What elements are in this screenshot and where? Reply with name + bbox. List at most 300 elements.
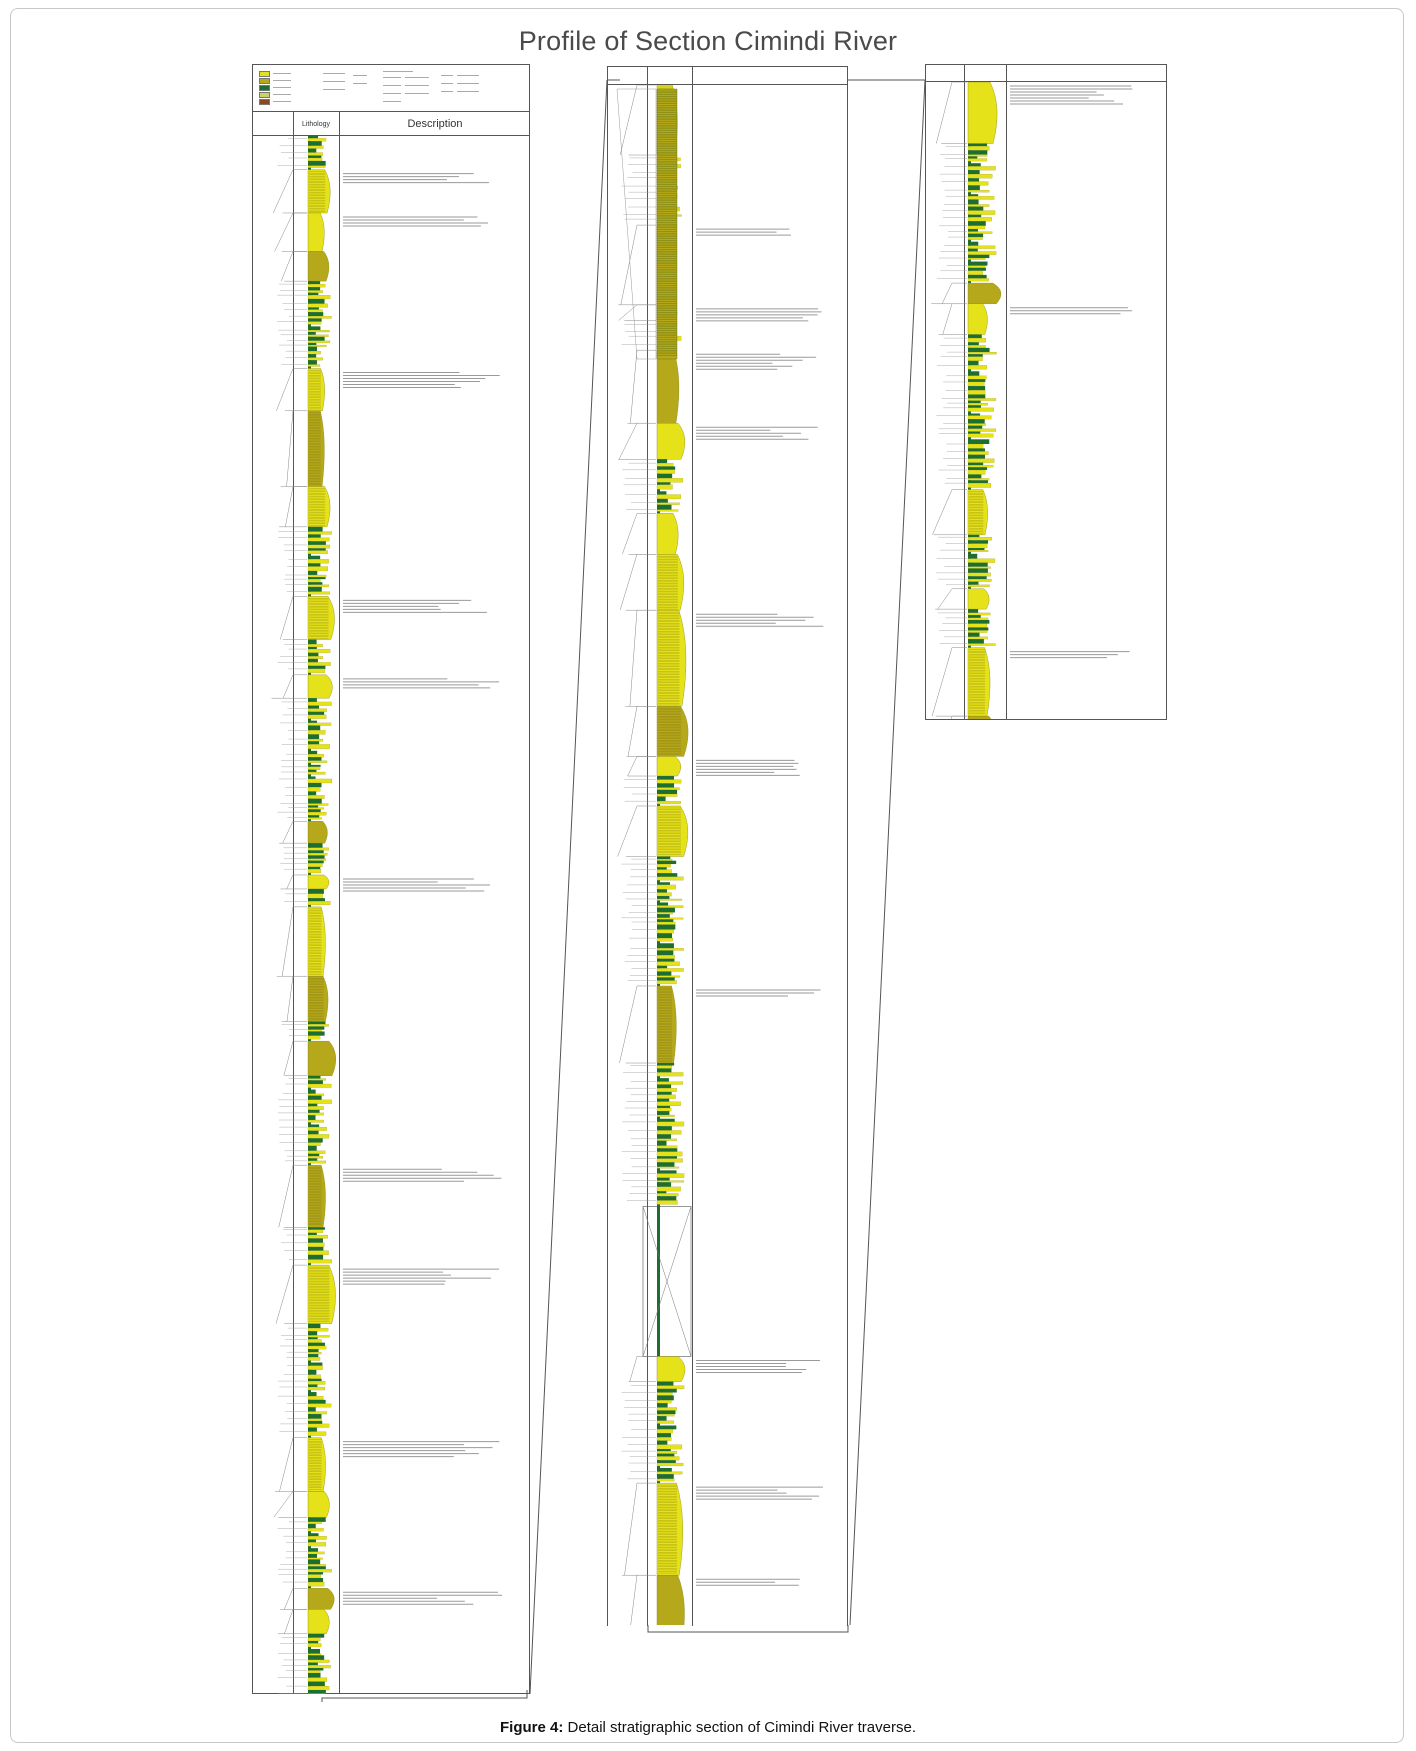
sandstone-bed bbox=[657, 1187, 681, 1191]
sandstone-bed bbox=[968, 258, 985, 260]
sandstone-bed bbox=[308, 1024, 329, 1026]
claystone-bed bbox=[968, 207, 983, 211]
caption-text: Detail stratigraphic section of Cimindi River traverse. bbox=[563, 1719, 916, 1736]
claystone-bed bbox=[308, 843, 323, 848]
sandstone-bed bbox=[968, 304, 987, 335]
claystone-bed bbox=[968, 268, 986, 271]
claystone-bed bbox=[968, 234, 983, 237]
claystone-bed bbox=[308, 1138, 323, 1142]
sandstone-bed bbox=[308, 1151, 325, 1154]
claystone-bed bbox=[657, 1433, 671, 1437]
claystone-bed bbox=[657, 1460, 676, 1463]
claystone-bed bbox=[657, 977, 675, 980]
sandstone-bed bbox=[308, 669, 325, 673]
sandstone-bed bbox=[308, 559, 329, 563]
sandstone-bed bbox=[308, 1366, 323, 1370]
sandstone-bed bbox=[308, 1686, 329, 1690]
claystone-bed bbox=[308, 563, 320, 566]
claystone-bed bbox=[657, 925, 675, 930]
sandstone-bed bbox=[657, 885, 676, 889]
claystone-bed bbox=[308, 1370, 316, 1375]
claystone-bed bbox=[657, 873, 677, 877]
sandstone-bed bbox=[968, 211, 995, 215]
sandstone-bed bbox=[308, 1079, 326, 1081]
claystone-bed bbox=[657, 857, 670, 860]
sandstone-bed bbox=[308, 894, 323, 898]
claystone-bed bbox=[657, 790, 677, 794]
claystone-bed bbox=[308, 1124, 319, 1127]
sandstone-bed bbox=[308, 251, 329, 281]
sandstone-bed bbox=[308, 575, 326, 577]
sandstone-bed bbox=[308, 859, 326, 861]
sandstone-bed bbox=[657, 706, 688, 756]
sandstone-bed bbox=[308, 730, 325, 734]
sandstone-bed bbox=[657, 1174, 684, 1178]
sandstone-bed bbox=[968, 537, 992, 540]
sandstone-bed bbox=[657, 1066, 672, 1069]
claystone-bed bbox=[968, 379, 985, 382]
legend-swatch-mudstone bbox=[259, 92, 270, 98]
sandstone-bed bbox=[308, 1660, 329, 1663]
sandstone-bed bbox=[657, 1429, 673, 1433]
claystone-bed bbox=[968, 215, 981, 218]
sandstone-bed bbox=[308, 644, 323, 647]
sandstone-bed bbox=[308, 1654, 321, 1656]
sandstone-bed bbox=[308, 848, 329, 851]
claystone-bed bbox=[308, 1548, 318, 1552]
claystone-bed bbox=[308, 1668, 323, 1670]
sandstone-bed bbox=[657, 794, 677, 797]
claystone-bed bbox=[968, 480, 988, 483]
claystone-bed bbox=[657, 1126, 672, 1130]
sandstone-bed bbox=[657, 1472, 682, 1474]
sandstone-bed bbox=[308, 1387, 325, 1390]
claystone-bed bbox=[308, 712, 324, 715]
sandstone-bed bbox=[968, 544, 987, 548]
claystone-bed bbox=[968, 419, 985, 423]
sandstone-bed bbox=[968, 251, 996, 254]
sandstone-bed bbox=[308, 649, 330, 653]
sandstone-bed bbox=[308, 1558, 323, 1560]
sandstone-bed bbox=[308, 761, 327, 763]
sandstone-bed bbox=[308, 1230, 323, 1233]
claystone-bed bbox=[657, 797, 666, 802]
claystone-bed bbox=[657, 1119, 675, 1122]
sandstone-bed bbox=[308, 1165, 326, 1227]
claystone-bed bbox=[968, 615, 981, 618]
sandstone-bed bbox=[968, 271, 983, 275]
claystone-bed bbox=[657, 1410, 675, 1414]
sandstone-bed bbox=[657, 1072, 683, 1076]
claystone-bed bbox=[308, 1414, 321, 1419]
sandstone-bed bbox=[657, 1181, 684, 1183]
sandstone-bed bbox=[308, 365, 320, 367]
claystone-bed bbox=[308, 1379, 322, 1381]
claystone-bed bbox=[308, 1158, 317, 1160]
claystone-bed bbox=[308, 347, 317, 352]
claystone-bed bbox=[308, 1349, 319, 1352]
sandstone-bed bbox=[308, 739, 323, 741]
sandstone-bed bbox=[308, 1156, 323, 1158]
sandstone-bed bbox=[308, 486, 330, 526]
sandstone-bed bbox=[968, 423, 986, 425]
sandstone-bed bbox=[657, 1483, 683, 1575]
sandstone-bed bbox=[308, 358, 323, 361]
claystone-bed bbox=[657, 1084, 671, 1088]
sandstone-bed bbox=[968, 451, 988, 454]
sandstone-bed bbox=[657, 510, 678, 512]
sandstone-bed bbox=[968, 559, 995, 563]
sandstone-bed bbox=[657, 1463, 683, 1466]
claystone-bed bbox=[308, 343, 316, 345]
claystone-bed bbox=[657, 908, 675, 913]
claystone-bed bbox=[968, 170, 980, 174]
sandstone-bed bbox=[308, 170, 330, 213]
claystone-bed bbox=[657, 1382, 673, 1386]
sandstone-bed bbox=[308, 1375, 321, 1379]
claystone-bed bbox=[968, 401, 981, 403]
sandstone-bed bbox=[657, 1130, 681, 1134]
sandstone-bed bbox=[968, 637, 988, 639]
sandstone-bed bbox=[657, 1152, 682, 1156]
sandstone-bed bbox=[308, 1143, 321, 1146]
sandstone-bed bbox=[308, 787, 320, 791]
claystone-bed bbox=[968, 395, 985, 399]
sandstone-bed bbox=[968, 567, 991, 569]
claystone-bed bbox=[308, 1554, 317, 1558]
sandstone-bed bbox=[657, 864, 671, 867]
claystone-bed bbox=[308, 1363, 322, 1366]
claystone-bed bbox=[968, 568, 988, 572]
sandstone-bed bbox=[308, 853, 327, 855]
claystone-bed bbox=[308, 307, 319, 309]
claystone-bed bbox=[657, 1134, 671, 1139]
sandstone-bed bbox=[308, 1665, 331, 1668]
sandstone-bed bbox=[308, 1251, 329, 1255]
legend-swatch-sandstone bbox=[259, 71, 270, 77]
sandstone-bed bbox=[308, 675, 332, 698]
sandstone-bed bbox=[968, 352, 997, 354]
claystone-bed bbox=[308, 582, 322, 585]
sandstone-bed bbox=[308, 1404, 331, 1408]
claystone-bed bbox=[308, 571, 317, 575]
sandstone-bed bbox=[968, 382, 984, 386]
sandstone-bed bbox=[308, 907, 325, 976]
laminated-sandstone-unit bbox=[657, 89, 677, 359]
claystone-bed bbox=[308, 734, 319, 739]
claystone-bed bbox=[968, 178, 979, 181]
claystone-bed bbox=[657, 783, 674, 787]
sandstone-bed bbox=[308, 566, 328, 570]
sandstone-bed bbox=[968, 613, 990, 615]
sandstone-bed bbox=[657, 1575, 685, 1625]
sandstone-bed bbox=[308, 213, 324, 252]
sandstone-bed bbox=[308, 804, 328, 806]
claystone-bed bbox=[657, 1162, 674, 1167]
claystone-bed bbox=[308, 1331, 317, 1335]
claystone-bed bbox=[968, 627, 988, 630]
sandstone-bed bbox=[968, 429, 996, 432]
sandstone-bed bbox=[308, 1106, 324, 1110]
sandstone-bed bbox=[968, 174, 992, 178]
sandstone-bed bbox=[657, 350, 679, 423]
claystone-bed bbox=[968, 448, 985, 451]
sandstone-bed bbox=[308, 1084, 331, 1088]
claystone-bed bbox=[308, 653, 318, 657]
sandstone-bed bbox=[657, 1445, 682, 1449]
claystone-bed bbox=[657, 861, 676, 864]
claystone-bed bbox=[968, 474, 981, 478]
lithology-column-1 bbox=[253, 136, 339, 1694]
claystone-bed bbox=[308, 1115, 316, 1120]
sandstone-bed bbox=[308, 1670, 320, 1673]
sandstone-bed bbox=[968, 416, 991, 420]
claystone-bed bbox=[657, 966, 667, 969]
claystone-bed bbox=[657, 1182, 671, 1187]
sandstone-bed bbox=[308, 138, 326, 141]
sandstone-bed bbox=[308, 1235, 328, 1238]
claystone-bed bbox=[968, 386, 985, 390]
claystone-bed bbox=[657, 466, 675, 469]
sandstone-bed bbox=[657, 918, 683, 920]
claystone-bed bbox=[657, 943, 674, 948]
claystone-bed bbox=[308, 706, 319, 709]
claystone-bed bbox=[968, 463, 983, 466]
claystone-bed bbox=[657, 972, 671, 976]
sandstone-bed bbox=[308, 1352, 321, 1354]
claystone-bed bbox=[657, 889, 667, 892]
sandstone-bed bbox=[308, 1328, 328, 1331]
claystone-bed bbox=[968, 185, 980, 190]
claystone-bed bbox=[308, 337, 325, 341]
sandstone-bed bbox=[308, 875, 329, 889]
claystone-bed bbox=[968, 335, 982, 339]
claystone-bed bbox=[308, 1634, 324, 1638]
claystone-bed bbox=[657, 459, 667, 463]
sandstone-bed bbox=[657, 1102, 681, 1106]
sandstone-bed bbox=[657, 788, 680, 790]
claystone-bed bbox=[657, 1468, 672, 1472]
claystone-bed bbox=[657, 482, 670, 484]
sandstone-bed bbox=[657, 1159, 683, 1163]
claystone-bed bbox=[308, 1324, 320, 1328]
sandstone-bed bbox=[308, 715, 326, 719]
sandstone-bed bbox=[657, 1139, 677, 1141]
claystone-bed bbox=[308, 1247, 323, 1251]
sandstone-bed bbox=[968, 398, 996, 400]
sandstone-bed bbox=[657, 981, 677, 984]
sandstone-bed bbox=[308, 1259, 332, 1263]
sandstone-bed bbox=[657, 1386, 684, 1389]
sandstone-bed bbox=[657, 470, 675, 474]
sandstone-bed bbox=[968, 204, 989, 206]
claystone-bed bbox=[657, 882, 670, 885]
claystone-bed bbox=[308, 1131, 319, 1135]
sandstone-bed bbox=[308, 1094, 324, 1096]
sandstone-bed bbox=[968, 376, 986, 379]
sandstone-bed bbox=[657, 870, 672, 874]
claystone-bed bbox=[308, 1559, 320, 1564]
claystone-bed bbox=[308, 815, 319, 817]
claystone-bed bbox=[308, 312, 323, 316]
claystone-bed bbox=[657, 505, 671, 510]
claystone-bed bbox=[308, 855, 325, 858]
sandstone-bed bbox=[968, 237, 983, 240]
sandstone-bed bbox=[308, 1243, 324, 1247]
sandstone-bed bbox=[308, 709, 327, 712]
sandstone-bed bbox=[968, 182, 988, 186]
claystone-bed bbox=[308, 541, 326, 545]
claystone-bed bbox=[968, 242, 978, 246]
sandstone-bed bbox=[968, 550, 988, 552]
sandstone-bed bbox=[657, 806, 688, 857]
claystone-bed bbox=[308, 1572, 323, 1574]
sandstone-bed bbox=[657, 1193, 678, 1196]
sandstone-bed bbox=[308, 754, 324, 757]
claystone-bed bbox=[657, 1078, 669, 1081]
claystone-bed bbox=[308, 1540, 316, 1543]
claystone-bed bbox=[308, 1524, 316, 1528]
claystone-bed bbox=[968, 582, 979, 585]
claystone-bed bbox=[657, 1449, 671, 1451]
sandstone-bed bbox=[657, 780, 681, 784]
claystone-bed bbox=[308, 1080, 323, 1084]
sandstone-bed bbox=[968, 345, 986, 348]
claystone-bed bbox=[968, 348, 990, 352]
claystone-bed bbox=[308, 1649, 320, 1654]
claystone-bed bbox=[308, 1421, 322, 1424]
sandstone-bed bbox=[657, 495, 681, 499]
sandstone-bed bbox=[308, 1552, 324, 1554]
sandstone-bed bbox=[308, 1036, 320, 1039]
claystone-bed bbox=[968, 255, 989, 258]
sandstone-bed bbox=[657, 962, 680, 966]
claystone-bed bbox=[308, 360, 317, 364]
sandstone-bed bbox=[657, 912, 673, 914]
sandstone-bed bbox=[308, 772, 325, 774]
sandstone-bed bbox=[657, 1393, 672, 1396]
claystone-bed bbox=[308, 698, 317, 702]
sandstone-bed bbox=[308, 1127, 327, 1131]
header-scale bbox=[255, 115, 291, 121]
sandstone-bed bbox=[657, 1108, 671, 1111]
sandstone-bed bbox=[657, 478, 683, 482]
sandstone-bed bbox=[657, 1479, 674, 1481]
claystone-bed bbox=[968, 439, 989, 444]
claystone-bed bbox=[308, 281, 320, 284]
sandstone-bed bbox=[968, 159, 987, 162]
claystone-bed bbox=[968, 467, 987, 470]
claystone-bed bbox=[968, 432, 980, 434]
sandstone-bed bbox=[968, 338, 986, 342]
claystone-bed bbox=[308, 556, 320, 560]
sandstone-bed bbox=[308, 821, 327, 843]
claystone-bed bbox=[308, 666, 325, 669]
claystone-bed bbox=[657, 1156, 677, 1158]
claystone-bed bbox=[308, 1533, 319, 1536]
sandstone-bed bbox=[308, 1134, 329, 1138]
sandstone-bed bbox=[308, 579, 320, 582]
claystone-bed bbox=[308, 1227, 325, 1229]
claystone-bed bbox=[308, 640, 317, 645]
sandstone-bed bbox=[308, 284, 325, 287]
sandstone-bed bbox=[657, 1122, 684, 1126]
claystone-bed bbox=[308, 1154, 319, 1156]
sandstone-bed bbox=[968, 630, 987, 632]
sandstone-bed bbox=[308, 1588, 334, 1609]
claystone-bed bbox=[308, 647, 317, 649]
sandstone-bed bbox=[657, 1167, 679, 1169]
claystone-bed bbox=[308, 1026, 324, 1029]
sandstone-bed bbox=[657, 485, 673, 489]
sandstone-bed bbox=[657, 1115, 675, 1117]
claystone-bed bbox=[308, 659, 318, 662]
sandstone-bed bbox=[308, 901, 330, 905]
sandstone-bed bbox=[968, 155, 987, 157]
claystone-bed bbox=[968, 200, 979, 205]
claystone-bed bbox=[308, 741, 319, 744]
claystone-bed bbox=[308, 1641, 318, 1643]
claystone-bed bbox=[657, 491, 666, 494]
claystone-bed bbox=[308, 136, 318, 138]
claystone-bed bbox=[308, 805, 318, 807]
sandstone-bed bbox=[308, 351, 321, 354]
caption-label: Figure 4: bbox=[500, 1719, 564, 1736]
sandstone-bed bbox=[968, 573, 991, 576]
sandstone-bed bbox=[308, 1424, 329, 1428]
claystone-bed bbox=[657, 1441, 667, 1445]
sandstone-bed bbox=[308, 808, 324, 810]
claystone-bed bbox=[308, 577, 326, 579]
sandstone-bed bbox=[657, 1421, 674, 1424]
sandstone-bed bbox=[968, 624, 987, 628]
claystone-bed bbox=[968, 163, 981, 166]
claystone-bed bbox=[308, 1022, 325, 1025]
sandstone-bed bbox=[308, 1643, 321, 1647]
claystone-bed bbox=[657, 499, 668, 503]
sandstone-bed bbox=[308, 1678, 327, 1682]
claystone-bed bbox=[308, 141, 322, 146]
sandstone-bed bbox=[308, 304, 328, 308]
sandstone-bed bbox=[657, 1451, 677, 1454]
claystone-bed bbox=[657, 1454, 674, 1457]
section-panel-3 bbox=[925, 64, 1167, 720]
sandstone-bed bbox=[968, 585, 990, 587]
sandstone-bed bbox=[968, 716, 996, 719]
sandstone-bed bbox=[968, 278, 989, 281]
sandstone-bed bbox=[308, 1419, 322, 1421]
claystone-bed bbox=[308, 318, 322, 321]
claystone-bed bbox=[308, 1578, 323, 1582]
claystone-bed bbox=[308, 332, 316, 335]
claystone-bed bbox=[308, 799, 322, 804]
sandstone-bed bbox=[308, 1542, 326, 1546]
claystone-bed bbox=[308, 1682, 325, 1687]
sandstone-bed bbox=[308, 662, 331, 665]
claystone-bed bbox=[657, 1092, 672, 1095]
sandstone-bed bbox=[968, 266, 985, 268]
sandstone-bed bbox=[308, 335, 328, 337]
claystone-bed bbox=[657, 1111, 669, 1115]
sandstone-bed bbox=[308, 316, 331, 318]
sandstone-bed bbox=[308, 1113, 324, 1115]
claystone-bed bbox=[657, 867, 667, 869]
claystone-bed bbox=[657, 1099, 669, 1102]
sandstone-bed bbox=[308, 596, 335, 639]
sandstone-bed bbox=[968, 618, 988, 620]
claystone-bed bbox=[308, 1407, 316, 1411]
sandstone-bed bbox=[308, 1335, 330, 1337]
